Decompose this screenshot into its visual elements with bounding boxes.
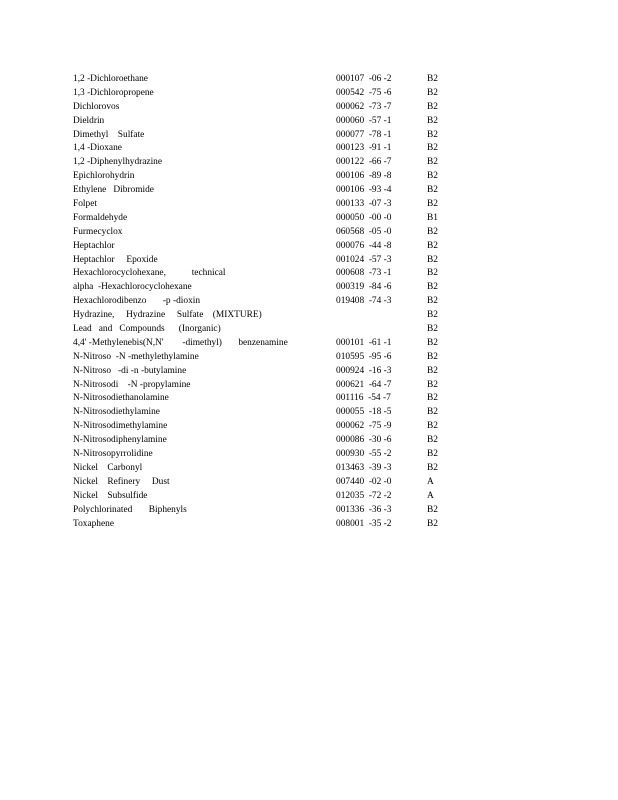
chemical-name: Hydrazine, Hydrazine Sulfate (MIXTURE) <box>73 310 262 321</box>
cas-number: 000086 -30 -6 <box>336 435 392 446</box>
table-row <box>73 351 453 365</box>
chemical-name: N-Nitrosodimethylamine <box>73 421 168 432</box>
table-row <box>73 490 453 504</box>
cas-number: 000050 -00 -0 <box>336 212 392 223</box>
carcinogen-class: B2 <box>427 199 438 210</box>
cas-number: 000106 -93 -4 <box>336 185 392 196</box>
table-row <box>73 212 453 226</box>
chemical-name: Hexachlorocyclohexane, technical <box>73 268 226 279</box>
table-row <box>73 267 453 281</box>
carcinogen-class: B2 <box>427 282 438 293</box>
table-row <box>73 87 453 101</box>
chemical-name: 1,3 -Dichloropropene <box>73 87 154 98</box>
table-row <box>73 420 453 434</box>
carcinogen-class: B2 <box>427 157 438 168</box>
table-row <box>73 170 453 184</box>
chemical-name: Formaldehyde <box>73 212 128 223</box>
cas-number: 000122 -66 -7 <box>336 157 392 168</box>
carcinogen-class: B2 <box>427 504 438 515</box>
cas-number: 008001 -35 -2 <box>336 518 392 529</box>
table-row <box>73 184 453 198</box>
cas-number: 001024 -57 -3 <box>336 254 392 265</box>
chemical-name: 4,4' -Methylenebis(N,N' -dimethyl) benzenamine <box>73 337 288 348</box>
chemical-name: N-Nitroso -N -methylethylamine <box>73 351 199 362</box>
chemical-name: Nickel Subsulfide <box>73 490 148 501</box>
table-row <box>73 323 453 337</box>
cas-number: 060568 -05 -0 <box>336 226 392 237</box>
cas-number: 000542 -75 -6 <box>336 87 392 98</box>
table-row <box>73 434 453 448</box>
carcinogen-class: B2 <box>427 518 438 529</box>
table-row <box>73 281 453 295</box>
table-row <box>73 129 453 143</box>
carcinogen-class: B1 <box>427 212 438 223</box>
chemical-name: Lead and Compounds (Inorganic) <box>73 324 221 335</box>
chemical-name: N-Nitrosodiethylamine <box>73 407 160 418</box>
cas-number: 000077 -78 -1 <box>336 129 392 140</box>
table-row <box>73 198 453 212</box>
chemical-name: 1,2 -Dichloroethane <box>73 74 148 84</box>
carcinogen-class: B2 <box>427 296 438 307</box>
chemical-name: Toxaphene <box>73 518 114 529</box>
cas-number: 013463 -39 -3 <box>336 462 392 473</box>
table-row <box>73 240 453 254</box>
carcinogen-class: B2 <box>427 101 438 112</box>
chemical-name: Dieldrin <box>73 115 105 126</box>
table-row <box>73 392 453 406</box>
carcinogen-class: B2 <box>427 254 438 265</box>
table-row <box>73 115 453 129</box>
carcinogen-class: A <box>427 476 434 487</box>
cas-number: 000123 -91 -1 <box>336 143 392 154</box>
table-row <box>73 379 453 393</box>
chemical-name: Ethylene Dibromide <box>73 185 154 196</box>
carcinogen-class: B2 <box>427 74 438 84</box>
cas-number: 007440 -02 -0 <box>336 476 392 487</box>
table-row <box>73 226 453 240</box>
cas-number: 000621 -64 -7 <box>336 379 392 390</box>
cas-number: 000106 -89 -8 <box>336 171 392 182</box>
carcinogen-class: B2 <box>427 87 438 98</box>
table-row <box>73 504 453 518</box>
chemical-name: 1,2 -Diphenylhydrazine <box>73 157 163 168</box>
cas-number: 000060 -57 -1 <box>336 115 392 126</box>
table-row <box>73 295 453 309</box>
cas-number: 010595 -95 -6 <box>336 351 392 362</box>
table-row <box>73 142 453 156</box>
carcinogen-class: B2 <box>427 171 438 182</box>
carcinogen-class: B2 <box>427 351 438 362</box>
carcinogen-class: B2 <box>427 435 438 446</box>
carcinogen-class: B2 <box>427 226 438 237</box>
cas-number: 000076 -44 -8 <box>336 240 392 251</box>
carcinogen-class: B2 <box>427 421 438 432</box>
carcinogen-class: B2 <box>427 143 438 154</box>
chemical-name: Heptachlor Epoxide <box>73 254 158 265</box>
cas-number: 000055 -18 -5 <box>336 407 392 418</box>
chemical-name: Dimethyl Sulfate <box>73 129 145 140</box>
carcinogen-class: A <box>427 490 434 501</box>
chemical-name: Hexachlorodibenzo -p -dioxin <box>73 296 201 307</box>
cas-number: 000062 -73 -7 <box>336 101 392 112</box>
table-row <box>73 337 453 351</box>
table-row <box>73 448 453 462</box>
table-row <box>73 254 453 268</box>
chemical-name: Dichlorovos <box>73 101 120 112</box>
table-row <box>73 476 453 490</box>
chemical-name: 1,4 -Dioxane <box>73 143 122 154</box>
cas-number: 000930 -55 -2 <box>336 449 392 460</box>
cas-number: 001116 -54 -7 <box>336 393 391 404</box>
cas-number: 001336 -36 -3 <box>336 504 392 515</box>
carcinogen-class: B2 <box>427 268 438 279</box>
chemical-table <box>73 73 453 531</box>
chemical-name: Nickel Carbonyl <box>73 462 143 473</box>
chemical-name: N-Nitroso -di -n -butylamine <box>73 365 187 376</box>
carcinogen-class: B2 <box>427 393 438 404</box>
chemical-name: Polychlorinated Biphenyls <box>73 504 187 515</box>
chemical-name: alpha -Hexachlorocyclohexane <box>73 282 192 293</box>
cas-number: 019408 -74 -3 <box>336 296 392 307</box>
carcinogen-class: B2 <box>427 240 438 251</box>
table-row <box>73 101 453 115</box>
carcinogen-class: B2 <box>427 365 438 376</box>
chemical-name: Folpet <box>73 199 97 210</box>
cas-number: 000319 -84 -6 <box>336 282 392 293</box>
chemical-name: N-Nitrosodi -N -propylamine <box>73 379 191 390</box>
table-row <box>73 309 453 323</box>
chemical-name: Heptachlor <box>73 240 115 251</box>
table-row <box>73 73 453 87</box>
chemical-name: Nickel Refinery Dust <box>73 476 170 487</box>
table-row <box>73 406 453 420</box>
carcinogen-class: B2 <box>427 310 438 321</box>
table-row <box>73 462 453 476</box>
carcinogen-class: B2 <box>427 379 438 390</box>
chemical-name: N-Nitrosodiphenylamine <box>73 435 167 446</box>
table-row <box>73 156 453 170</box>
carcinogen-class: B2 <box>427 462 438 473</box>
carcinogen-class: B2 <box>427 337 438 348</box>
cas-number: 000924 -16 -3 <box>336 365 392 376</box>
chemical-name: Furmecyclox <box>73 226 123 237</box>
cas-number: 000062 -75 -9 <box>336 421 392 432</box>
carcinogen-class: B2 <box>427 129 438 140</box>
carcinogen-class: B2 <box>427 407 438 418</box>
cas-number: 000133 -07 -3 <box>336 199 392 210</box>
chemical-name: N-Nitrosodiethanolamine <box>73 393 169 404</box>
cas-number: 000608 -73 -1 <box>336 268 392 279</box>
carcinogen-class: B2 <box>427 185 438 196</box>
chemical-name: N-Nitrosopyrrolidine <box>73 449 153 460</box>
table-row <box>73 518 453 532</box>
chemical-name: Epichlorohydrin <box>73 171 135 182</box>
cas-number: 000101 -61 -1 <box>336 337 392 348</box>
carcinogen-class: B2 <box>427 115 438 126</box>
carcinogen-class: B2 <box>427 324 438 335</box>
table-row <box>73 365 453 379</box>
cas-number: 012035 -72 -2 <box>336 490 392 501</box>
cas-number: 000107 -06 -2 <box>336 74 392 84</box>
carcinogen-class: B2 <box>427 449 438 460</box>
